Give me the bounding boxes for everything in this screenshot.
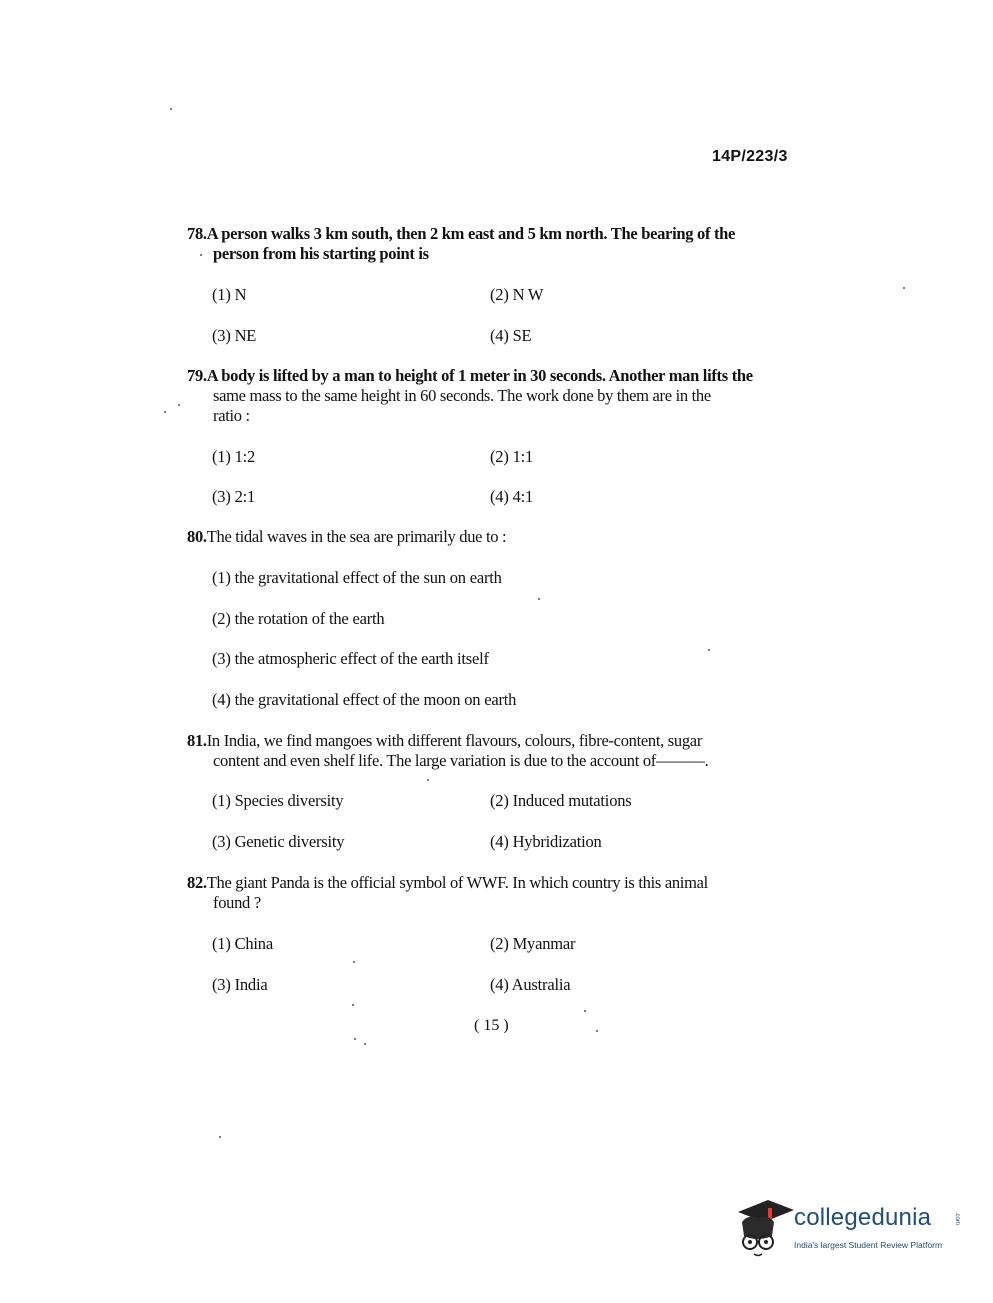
option: (3) 2:1 (212, 487, 256, 506)
option: (2) N W (490, 285, 544, 304)
option: (1) N (212, 285, 247, 304)
question-stem-line: A person walks 3 km south, then 2 km east and 5 km north. The bearing of the (206, 224, 736, 243)
option: (4) 4:1 (490, 487, 534, 506)
option: (4) Australia (490, 975, 571, 994)
paper-code: 14P/223/3 (712, 148, 788, 165)
scan-speck (200, 254, 202, 256)
question-number: 81. (187, 731, 207, 750)
scan-speck (364, 1043, 366, 1045)
scan-speck (178, 404, 180, 406)
option: (3) the atmospheric effect of the earth itself (212, 649, 489, 668)
scan-speck (708, 649, 710, 651)
option: (3) India (212, 975, 268, 994)
option: (1) 1:2 (212, 447, 256, 466)
scan-speck (427, 779, 429, 781)
option: (1) the gravitational effect of the sun on earth (212, 568, 502, 587)
option: (2) 1:1 (490, 447, 534, 466)
question-number: 82. (187, 873, 207, 892)
question-stem-line: found ? (213, 893, 261, 912)
option: (3) Genetic diversity (212, 832, 345, 851)
scan-speck (353, 961, 355, 963)
question-number: 80. (187, 527, 207, 546)
page-number: ( 15 ) (474, 1017, 509, 1034)
scan-speck (170, 108, 172, 110)
option: (2) the rotation of the earth (212, 609, 385, 628)
scan-speck (164, 411, 166, 413)
question-stem-line: person from his starting point is (213, 244, 429, 263)
question-number: 78. (187, 224, 207, 243)
question-stem-line: A body is lifted by a man to height of 1 meter in 30 seconds. Another man lifts the (206, 366, 753, 385)
collegedunia-watermark (734, 1196, 964, 1260)
brand-tagline: India's largest Student Review Platform (794, 1240, 943, 1250)
option: (4) the gravitational effect of the moon on earth (212, 690, 517, 709)
question-stem-line: The giant Panda is the official symbol of WWF. In which country is this animal (206, 873, 708, 892)
option: (1) China (212, 934, 273, 953)
brand-domain: .com (954, 1212, 960, 1226)
brand-name: collegedunia (794, 1204, 932, 1231)
question-78 (187, 224, 802, 264)
option: (2) Myanmar (490, 934, 576, 953)
option: (4) SE (490, 326, 532, 345)
question-stem-line: The tidal waves in the sea are primarily due to : (206, 527, 507, 546)
scan-speck (352, 1004, 354, 1006)
scan-speck (903, 287, 905, 289)
scan-speck (538, 598, 540, 600)
scan-speck (219, 1136, 221, 1138)
question-79 (187, 366, 802, 426)
scan-speck (596, 1030, 598, 1032)
option: (1) Species diversity (212, 791, 344, 810)
option: (3) NE (212, 326, 257, 345)
question-80 (187, 527, 802, 547)
question-82 (187, 873, 802, 913)
question-number: 79. (187, 366, 207, 385)
question-81 (187, 731, 802, 771)
question-stem-line: ratio : (213, 406, 250, 425)
option: (4) Hybridization (490, 832, 602, 851)
scan-speck (354, 1038, 356, 1040)
option: (2) Induced mutations (490, 791, 632, 810)
question-stem-line: In India, we find mangoes with different flavours, colours, fibre-content, sugar (206, 731, 703, 750)
mascot-icon (734, 1196, 794, 1260)
question-stem-line: same mass to the same height in 60 seconds. The work done by them are in the (213, 386, 711, 405)
scan-speck (584, 1010, 586, 1012)
question-stem-line: content and even shelf life. The large variation is due to the account of———. (213, 751, 709, 770)
